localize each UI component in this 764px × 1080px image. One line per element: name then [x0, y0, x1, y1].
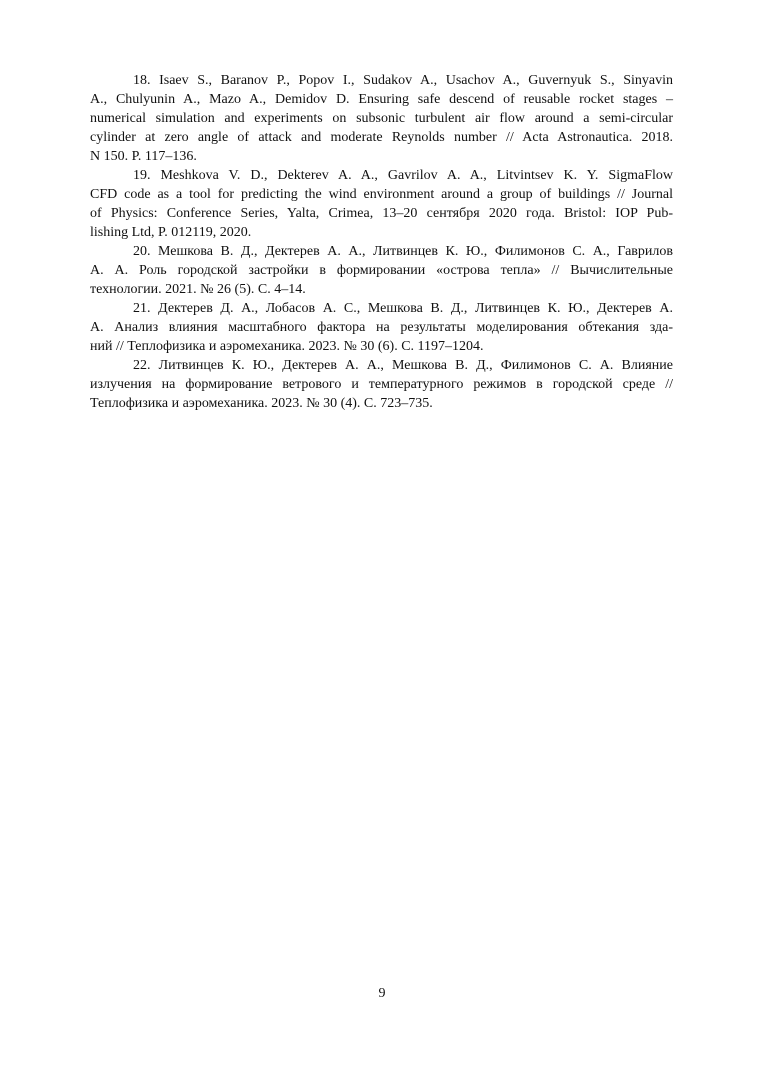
- reference-line: lishing Ltd, P. 012119, 2020.: [90, 225, 252, 240]
- reference-line: ний // Теплофизика и аэромеханика. 2023. № 30 (6). С. 1197–1204.: [90, 339, 484, 354]
- reference-line: 19. Meshkova V. D., Dekterev A. A., Gavrilov A. A., Litvintsev K. Y. SigmaFlow: [133, 168, 673, 183]
- reference-line: numerical simulation and experiments on subsonic turbulent air flow around a semi-circular: [90, 111, 673, 126]
- page-number: 9: [378, 986, 386, 1001]
- reference-line: CFD code as a tool for predicting the wind environment around a group of buildings // Journal: [90, 187, 673, 202]
- reference-line: А. А. Роль городской застройки в формировании «острова тепла» // Вычислительные: [90, 263, 673, 278]
- reference-line: А. Анализ влияния масштабного фактора на результаты моделирования обтекания зда-: [90, 320, 673, 335]
- reference-line: cylinder at zero angle of attack and moderate Reynolds number // Acta Astronautica. 2018.: [90, 130, 673, 145]
- reference-line: 22. Литвинцев К. Ю., Дектерев А. А., Мешкова В. Д., Филимонов С. А. Влияние: [133, 358, 673, 373]
- reference-line: Теплофизика и аэромеханика. 2023. № 30 (4). С. 723–735.: [90, 396, 433, 411]
- reference-line: N 150. P. 117–136.: [90, 149, 197, 164]
- reference-line: технологии. 2021. № 26 (5). С. 4–14.: [90, 282, 306, 297]
- reference-line: A., Chulyunin A., Mazo A., Demidov D. Ensuring safe descend of reusable rocket stages –: [90, 92, 673, 107]
- reference-line: 18. Isaev S., Baranov P., Popov I., Sudakov A., Usachov A., Guvernyuk S., Sinyavin: [133, 73, 673, 88]
- reference-line: излучения на формирование ветрового и температурного режимов в городской среде //: [90, 377, 673, 392]
- reference-line: 21. Дектерев Д. А., Лобасов А. С., Мешкова В. Д., Литвинцев К. Ю., Дектерев А.: [133, 301, 673, 316]
- reference-line: 20. Мешкова В. Д., Дектерев А. А., Литвинцев К. Ю., Филимонов С. А., Гаврилов: [133, 244, 673, 259]
- reference-line: of Physics: Conference Series, Yalta, Crimea, 13–20 сентября 2020 года. Bristol: IOP Pub-: [90, 206, 673, 221]
